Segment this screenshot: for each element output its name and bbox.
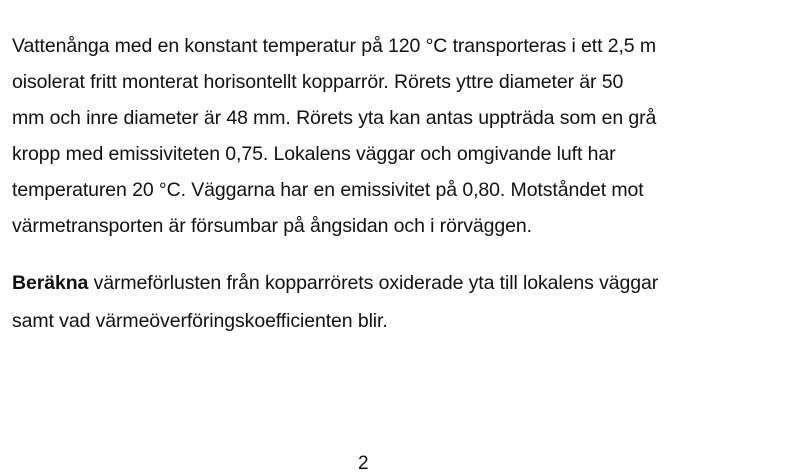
task-paragraph	[12, 264, 794, 340]
text-line	[12, 264, 794, 302]
text-line: temperaturen 20 °C. Väggarna har en emissivitet på 0,80. Motståndet mot	[12, 179, 644, 201]
document-body	[12, 28, 794, 340]
task-text: värmeförlusten från kopparrörets oxiderade yta till lokalens väggar	[88, 272, 659, 294]
text-line: samt vad värmeöverföringskoefficienten blir.	[12, 310, 388, 332]
page-number-fragment: 2	[358, 453, 369, 474]
text-line: Vattenånga med en konstant temperatur på 120 °C transporteras i ett 2,5 m	[12, 35, 657, 57]
text-line: värmetransporten är försumbar på ångsidan och i rörväggen.	[12, 215, 532, 237]
text-line: kropp med emissiviteten 0,75. Lokalens väggar och omgivande luft har	[12, 143, 616, 165]
text-line: mm och inre diameter är 48 mm. Rörets yta kan antas uppträda som en grå	[12, 107, 657, 129]
problem-description-paragraph	[12, 28, 794, 244]
task-keyword: Beräkna	[12, 272, 89, 294]
text-line: oisolerat fritt monterat horisontellt kopparrör. Rörets yttre diameter är 50	[12, 71, 624, 93]
